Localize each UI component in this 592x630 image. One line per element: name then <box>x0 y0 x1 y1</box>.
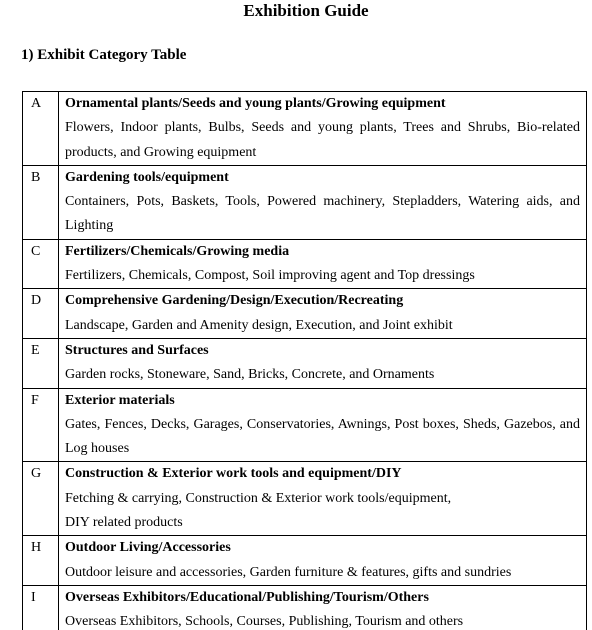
category-letter: G <box>23 462 59 536</box>
category-description: Fetching & carrying, Construction & Exterior work tools/equipment, <box>65 490 452 506</box>
category-letter: H <box>23 536 59 586</box>
category-title: Gardening tools/equipment <box>65 169 229 185</box>
category-letter: A <box>23 92 59 166</box>
category-content <box>59 585 587 630</box>
category-title: Construction & Exterior work tools and equipment/DIY <box>65 466 402 482</box>
category-letter: D <box>23 289 59 339</box>
category-title: Outdoor Living/Accessories <box>65 540 231 556</box>
exhibit-category-table <box>22 91 587 630</box>
category-letter: I <box>23 585 59 630</box>
category-content <box>59 536 587 586</box>
table-row <box>23 92 587 166</box>
table-row <box>23 289 587 339</box>
category-description: DIY related products <box>65 515 183 531</box>
category-letter: B <box>23 165 59 239</box>
page-title: Exhibition Guide <box>243 1 369 20</box>
category-title: Fertilizers/Chemicals/Growing media <box>65 243 290 259</box>
category-description: Gates, Fences, Decks, Garages, Conservatories, Awnings, Post boxes, Sheds, Gazebos, and Log houses <box>65 416 580 457</box>
category-content <box>59 239 587 289</box>
category-description: Outdoor leisure and accessories, Garden furniture & features, gifts and sundries <box>65 564 512 580</box>
category-title: Overseas Exhibitors/Educational/Publishing/Tourism/Others <box>65 589 429 605</box>
table-row <box>23 239 587 289</box>
category-content <box>59 338 587 388</box>
category-content <box>59 462 587 536</box>
category-description: Garden rocks, Stoneware, Sand, Bricks, Concrete, and Ornaments <box>65 367 435 383</box>
category-letter: C <box>23 239 59 289</box>
table-row <box>23 462 587 536</box>
category-content <box>59 388 587 462</box>
category-title: Structures and Surfaces <box>65 342 209 358</box>
table-row <box>23 338 587 388</box>
category-description: Fertilizers, Chemicals, Compost, Soil improving agent and Top dressings <box>65 268 475 284</box>
category-content <box>59 289 587 339</box>
table-row <box>23 585 587 630</box>
category-description: Flowers, Indoor plants, Bulbs, Seeds and young plants, Trees and Shrubs, Bio-related products, and Growing equipment <box>65 120 580 160</box>
category-title: Comprehensive Gardening/Design/Execution/Recreating <box>65 293 404 309</box>
table-row <box>23 165 587 239</box>
category-letter: E <box>23 338 59 388</box>
category-content <box>59 165 587 239</box>
category-letter: F <box>23 388 59 462</box>
table-row <box>23 536 587 586</box>
category-title: Exterior materials <box>65 392 175 408</box>
category-description: Containers, Pots, Baskets, Tools, Powered machinery, Stepladders, Watering aids, and Lighting <box>65 194 580 234</box>
section-heading: 1) Exhibit Category Table <box>21 47 187 63</box>
category-description: Overseas Exhibitors, Schools, Courses, Publishing, Tourism and others <box>65 614 464 630</box>
table-row <box>23 388 587 462</box>
category-description: Landscape, Garden and Amenity design, Execution, and Joint exhibit <box>65 317 453 333</box>
category-content <box>59 92 587 166</box>
category-title: Ornamental plants/Seeds and young plants/Growing equipment <box>65 96 446 111</box>
